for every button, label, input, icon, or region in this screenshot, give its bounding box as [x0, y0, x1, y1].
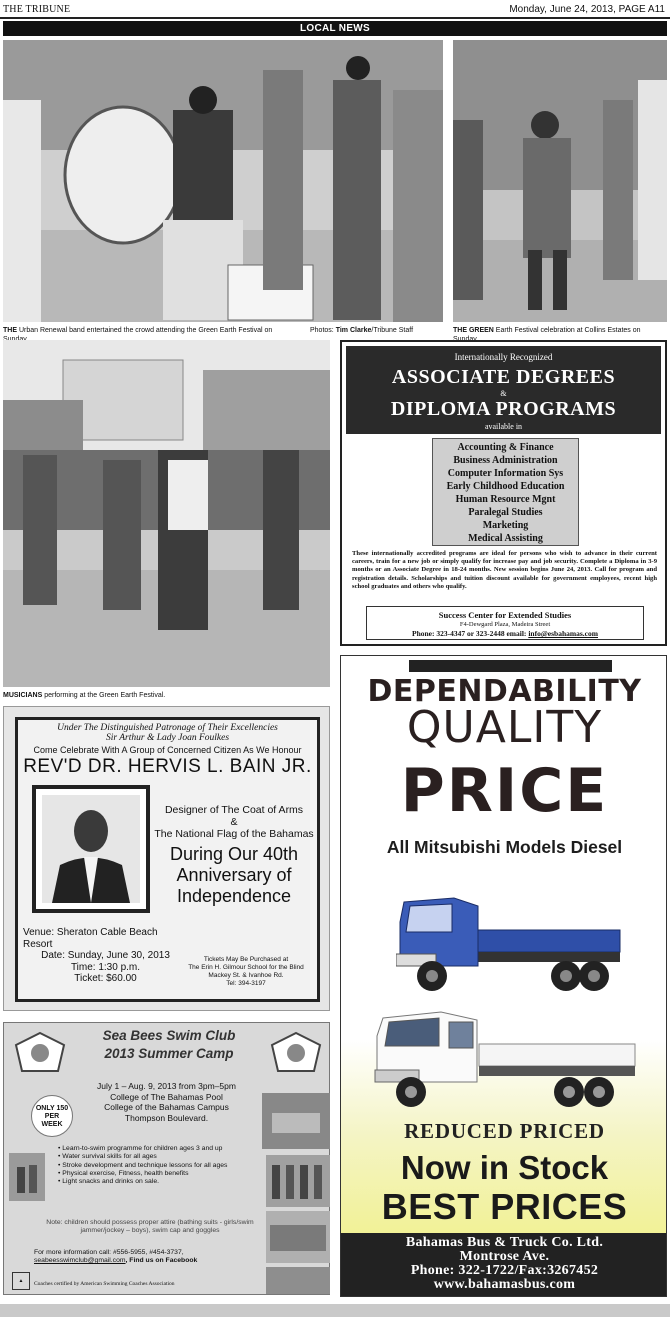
quality-headline: QUALITY [406, 702, 603, 753]
center-name: Success Center for Extended Studies [438, 610, 572, 620]
program-item: Marketing [482, 520, 529, 531]
program-item: Early Childhood Education [446, 481, 565, 492]
white-box-truck-image [369, 1006, 639, 1110]
dealer-website[interactable]: www.bahamasbus.com [433, 1277, 576, 1292]
center-phone: Phone: 323-4347 or 323-2448 email: info@esbahamas.com [412, 629, 598, 638]
photo-credit: Photos: Tim Clarke/Tribune Staff [310, 327, 414, 334]
swim-photo [266, 1155, 330, 1207]
available-in: available in [484, 422, 523, 431]
program-item: Accounting & Finance [457, 442, 554, 453]
swim-photo [9, 1153, 45, 1201]
reduced-priced: REDUCED PRICED [404, 1119, 605, 1143]
program-list [432, 438, 579, 546]
page-bottom-bar [0, 1304, 670, 1317]
center-address: F4-Dewgard Plaza, Madeira Street [459, 621, 551, 628]
now-in-stock: Now in Stock [400, 1149, 609, 1186]
musicians-photo [3, 340, 330, 687]
newspaper-name: THE TRIBUNE [3, 4, 71, 15]
program-item: Business Administration [453, 455, 558, 466]
swim-photo [266, 1267, 330, 1294]
swim-club-badge-icon [14, 1031, 66, 1073]
green-earth-caption: THE GREEN Earth Festival celebration at Collins Estates on [453, 327, 641, 334]
diploma-title: DIPLOMA PROGRAMS [390, 398, 617, 420]
header-rule [0, 17, 670, 19]
celebrate-line: Come Celebrate With A Group of Concerned Citizen As We Honour [33, 745, 302, 755]
dependability-headline: DEPENDABILITY [367, 674, 642, 709]
dealer-footer [341, 1233, 667, 1297]
asca-logo-icon: ▲ [12, 1272, 30, 1290]
band-photo [3, 40, 443, 322]
band-caption: THE Urban Renewal band entertained the crowd attending the Green Earth Festival on [3, 327, 273, 334]
designer-text: Designer of The Coat of Arms & The National Flag of the Bahamas [154, 804, 314, 840]
camp-features [58, 1145, 258, 1186]
ad-heading-block [346, 346, 661, 434]
top-bar [409, 660, 612, 672]
price-badge: ONLY 150 PER WEEK [31, 1095, 73, 1137]
swim-club-badge-icon [270, 1031, 322, 1073]
coaches-cert: Coaches certified by American Swimming Coaches Association [34, 1281, 175, 1287]
list-item: • Learn-to-swim programme for children ages 3 and up [58, 1145, 258, 1153]
swim-photo [262, 1093, 330, 1149]
ampersand: & [500, 389, 507, 398]
swim-camp-title: Sea Bees Swim Club 2013 Summer Camp [102, 1028, 236, 1061]
associate-degrees-ad [340, 340, 667, 646]
swim-photo [266, 1211, 330, 1263]
event-details: Venue: Sheraton Cable Beach Resort Date: Sunday, June 30, 2013 Time: 1:30 p.m. Ticket: $60.00 [23, 927, 170, 984]
email-link[interactable]: seabeesswimclub@gmail.com [34, 1257, 126, 1265]
models-line: All Mitsubishi Models Diesel [386, 837, 623, 857]
mitsubishi-ad [340, 655, 667, 1297]
green-earth-photo [453, 40, 667, 322]
bain-honour-ad [3, 706, 330, 1011]
musicians-caption: MUSICIANS performing at the Green Earth Festival. [3, 692, 166, 699]
email-link[interactable]: info@esbahamas.com [528, 629, 598, 638]
price-headline: PRICE [400, 756, 609, 826]
bain-ad-frame [15, 717, 320, 1002]
ticket-outlet: Tickets May Be Purchased at The Erin H. Gilmour School for the Blind Mackey St. & Ivanhoe Rd. Tel: 394-3197 [188, 956, 304, 987]
date-page: Monday, June 24, 2013, PAGE A11 [509, 4, 665, 15]
program-item: Human Resource Mgnt [455, 494, 556, 505]
portrait-frame [32, 785, 150, 913]
program-item: Computer Information Sys [447, 468, 564, 479]
camp-schedule: July 1 – Aug. 9, 2013 from 3pm–5pm College of The Bahamas Pool College of the Bahamas Campus Thompson Boulevard. [97, 1081, 236, 1123]
list-item: • Stroke development and technique lessons for all ages [58, 1162, 258, 1170]
dealer-name: Bahamas Bus & Truck Co. Ltd. [405, 1235, 604, 1250]
blue-flatbed-truck-image [396, 892, 628, 996]
list-item: • Physical exercise, Fitness, health benefits [58, 1170, 258, 1178]
ad-body-text: These internationally accredited programs are ideal for persons who wish to advance in their current careers, train for a new job or simply qualify for increase pay and job security. Complete a Diploma in 3-9 months or an Associate Degree in 18-24 months. New session begins June 24, 2013. Call for program and registration details. Scholarships and tuition discount available for government employees, recent high school graduates and others who qualify. [352, 550, 657, 590]
program-item: Medical Assisting [468, 533, 543, 544]
list-item: • Water survival skills for all ages [58, 1153, 258, 1161]
intl-recognized: Internationally Recognized [454, 352, 553, 362]
sea-bees-ad [3, 1022, 330, 1295]
dealer-phone: Phone: 322-1722/Fax:3267452 [410, 1263, 599, 1278]
portrait-photo [42, 795, 140, 903]
contact-box [366, 606, 644, 640]
patronage-text: Under The Distinguished Patronage of Their Excellencies Sir Arthur & Lady Joan Foulkes [57, 723, 278, 743]
associate-title: ASSOCIATE DEGREES [391, 366, 616, 388]
list-item: • Light snacks and drinks on sale. [58, 1178, 258, 1186]
best-prices: BEST PRICES [381, 1186, 628, 1227]
contact-info: For more information call: #556-5955, #454-3737, seabeesswimclub@gmail.com, Find us on Facebook [34, 1249, 198, 1265]
attire-note: Note: children should possess proper attire (bathing suits - girls/swim jammer/jockey – boys), swim cap and goggles [46, 1219, 254, 1235]
honoree-name: REV'D DR. HERVIS L. BAIN JR. [23, 756, 312, 777]
program-item: Paralegal Studies [468, 507, 543, 518]
anniversary-text: During Our 40th Anniversary of Independence [169, 844, 299, 906]
dealer-street: Montrose Ave. [459, 1249, 550, 1264]
section-title: LOCAL NEWS [3, 21, 667, 36]
